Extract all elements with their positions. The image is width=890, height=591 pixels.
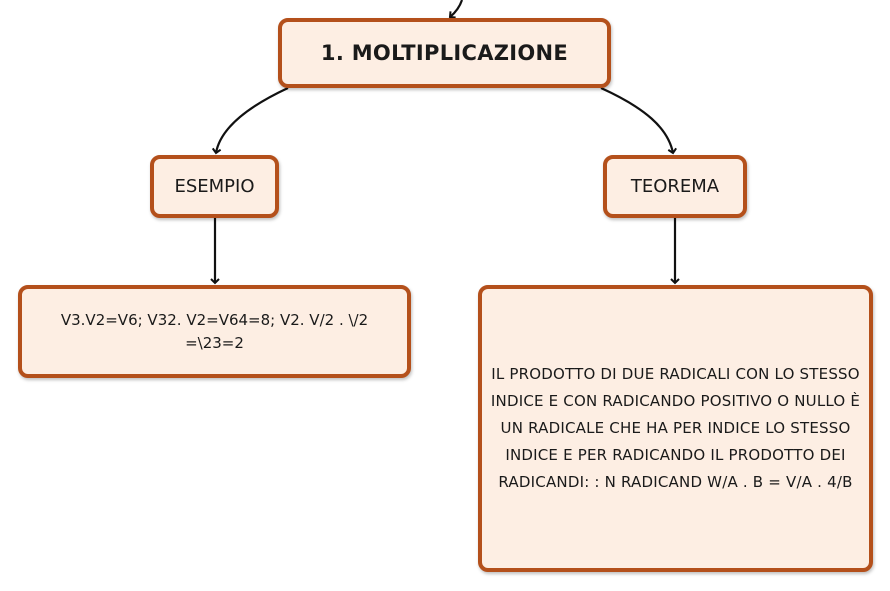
connector-title-to-esempio bbox=[216, 88, 288, 153]
theorem-text: IL PRODOTTO DI DUE RADICALI CON LO STESSO INDICE E CON RADICANDO POSITIVO O NULLO È UN RADICALE CHE HA PER INDICE LO STESSO INDICE E PER RADICANDO IL PRODOTTO DEI RADICANDI: : N RADICAND W/A . B = V/A . 4/B bbox=[490, 365, 861, 491]
title-node[interactable] bbox=[278, 18, 611, 88]
title-label: 1. MOLTIPLICAZIONE bbox=[320, 41, 569, 65]
esempio-label: ESEMPIO bbox=[174, 176, 255, 197]
incoming-connector bbox=[450, 0, 462, 17]
teorema-node[interactable] bbox=[603, 155, 747, 218]
theorem-text-node[interactable] bbox=[478, 285, 873, 572]
connector-title-to-teorema bbox=[601, 88, 673, 153]
example-text-node[interactable] bbox=[18, 285, 411, 378]
teorema-label: TEOREMA bbox=[630, 176, 720, 197]
esempio-node[interactable] bbox=[150, 155, 279, 218]
example-text: V3.V2=V6; V32. V2=V64=8; V2. V/2 . \/2 =\23=2 bbox=[60, 310, 369, 352]
